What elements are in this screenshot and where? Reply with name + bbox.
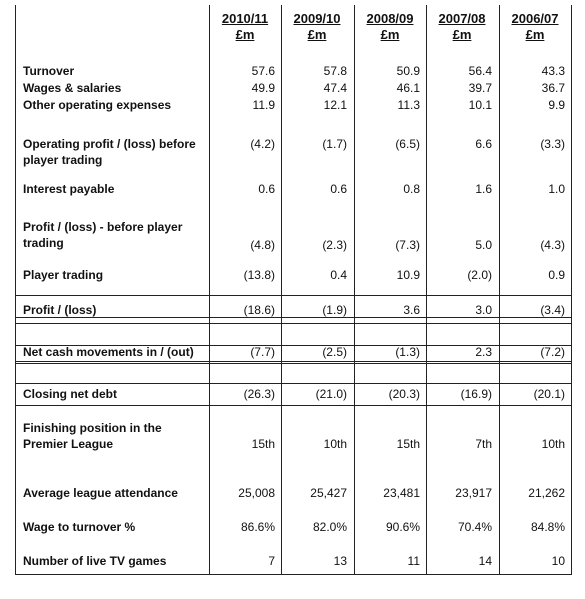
table-cell: 11	[407, 554, 420, 568]
column-header-year: 2009/10	[293, 11, 341, 26]
table-cell: 36.7	[541, 81, 565, 95]
row-divider	[16, 323, 571, 324]
table-cell: 2.3	[475, 345, 492, 359]
table-cell: 82.0%	[312, 520, 347, 534]
table-cell: (13.8)	[243, 268, 275, 282]
table-cell: 47.4	[323, 81, 347, 95]
table-cell: 7	[268, 554, 275, 568]
table-cell: (7.7)	[250, 345, 275, 359]
table-cell: 7th	[475, 437, 492, 451]
row-label: Wages & salaries	[23, 81, 122, 95]
row-label: Player trading	[23, 268, 104, 282]
table-cell: 10.1	[468, 98, 492, 112]
table-cell: 0.6	[258, 182, 275, 196]
table-cell: (2.0)	[467, 268, 492, 282]
table-cell: 70.4%	[457, 520, 492, 534]
row-divider	[16, 363, 571, 364]
table-cell: 21,262	[528, 486, 565, 500]
table-cell: (6.5)	[395, 137, 420, 151]
row-label: Average league attendance	[23, 486, 178, 500]
table-cell: 23,917	[455, 486, 492, 500]
table-cell: (4.8)	[250, 238, 275, 252]
row-label: Wage to turnover %	[23, 520, 136, 534]
table-cell: 14	[478, 554, 492, 568]
table-cell: (1.9)	[322, 303, 347, 317]
table-cell: 1.6	[475, 182, 492, 196]
table-cell: 0.8	[403, 182, 420, 196]
table-cell: (2.5)	[322, 345, 347, 359]
table-cell: (1.3)	[395, 345, 420, 359]
table-cell: 12.1	[323, 98, 347, 112]
table-cell: 43.3	[541, 64, 565, 78]
row-divider	[16, 295, 571, 296]
table-cell: 90.6%	[385, 520, 420, 534]
table-cell: (3.4)	[540, 303, 565, 317]
row-label: Net cash movements in / (out)	[23, 345, 194, 359]
table-cell: (20.3)	[388, 387, 420, 401]
table-cell: (1.7)	[322, 137, 347, 151]
column-header-unit: £m	[307, 27, 327, 42]
table-cell: (7.2)	[540, 345, 565, 359]
table-cell: 10.9	[396, 268, 420, 282]
table-cell: 11.3	[397, 98, 420, 112]
table-cell: 10th	[541, 437, 565, 451]
table-cell: (2.3)	[322, 238, 347, 252]
column-divider	[499, 5, 500, 574]
table-cell: (26.3)	[243, 387, 275, 401]
table-cell: 25,427	[310, 486, 347, 500]
table-cell: 57.6	[251, 64, 275, 78]
table-cell: 0.9	[548, 268, 565, 282]
table-cell: 0.6	[330, 182, 347, 196]
table-cell: (20.1)	[533, 387, 565, 401]
column-divider	[209, 5, 210, 574]
table-cell: 1.0	[548, 182, 565, 196]
column-header-year: 2006/07	[511, 11, 559, 26]
table-cell: 10th	[323, 437, 347, 451]
table-cell: (16.9)	[460, 387, 492, 401]
table-cell: 49.9	[251, 81, 275, 95]
column-header-year: 2007/08	[438, 11, 486, 26]
column-divider	[281, 5, 282, 574]
financial-summary-table	[15, 5, 572, 575]
table-cell: 11.9	[252, 98, 275, 112]
table-cell: 39.7	[468, 81, 492, 95]
table-cell: (4.3)	[540, 238, 565, 252]
table-cell: 84.8%	[530, 520, 565, 534]
table-cell: (4.2)	[250, 137, 275, 151]
table-cell: 5.0	[475, 238, 492, 252]
table-cell: 6.6	[475, 137, 492, 151]
row-label: Operating profit / (loss) before player trading	[23, 137, 196, 167]
column-header	[428, 11, 496, 43]
column-divider	[354, 5, 355, 574]
column-header	[501, 11, 569, 43]
row-label: Interest payable	[23, 182, 115, 196]
column-header-year: 2010/11	[221, 11, 269, 26]
column-header-unit: £m	[525, 27, 545, 42]
row-divider	[16, 361, 571, 362]
table-cell: (18.6)	[243, 303, 275, 317]
column-divider	[426, 5, 427, 574]
column-header-unit: £m	[380, 27, 400, 42]
row-label: Number of live TV games	[23, 554, 167, 568]
table-cell: 15th	[251, 437, 275, 451]
row-divider	[16, 383, 571, 384]
column-header	[356, 11, 424, 43]
row-label: Finishing position in the Premier League	[23, 421, 162, 451]
table-cell: 50.9	[396, 64, 420, 78]
column-header	[283, 11, 351, 43]
row-label: Turnover	[23, 64, 75, 78]
table-cell: (3.3)	[540, 137, 565, 151]
column-header-unit: £m	[235, 27, 255, 42]
table-cell: 23,481	[383, 486, 420, 500]
table-cell: (21.0)	[315, 387, 347, 401]
row-label: Other operating expenses	[23, 98, 172, 112]
table-cell: 56.4	[468, 64, 492, 78]
column-header-year: 2008/09	[366, 11, 414, 26]
table-cell: 15th	[396, 437, 420, 451]
row-label: Closing net debt	[23, 387, 117, 401]
row-label: Profit / (loss)	[23, 303, 97, 317]
table-cell: 13	[333, 554, 347, 568]
column-header-unit: £m	[452, 27, 472, 42]
row-divider	[16, 405, 571, 406]
table-cell: 25,008	[238, 486, 275, 500]
table-cell: 57.8	[323, 64, 347, 78]
table-cell: 3.0	[475, 303, 492, 317]
table-cell: 3.6	[403, 303, 420, 317]
table-cell: 9.9	[548, 98, 565, 112]
table-cell: (7.3)	[395, 238, 420, 252]
table-cell: 86.6%	[240, 520, 275, 534]
table-cell: 0.4	[330, 268, 347, 282]
column-header	[211, 11, 279, 43]
table-cell: 46.1	[396, 81, 420, 95]
table-cell: 10	[551, 554, 565, 568]
row-label: Profit / (loss) - before player trading	[23, 220, 183, 250]
